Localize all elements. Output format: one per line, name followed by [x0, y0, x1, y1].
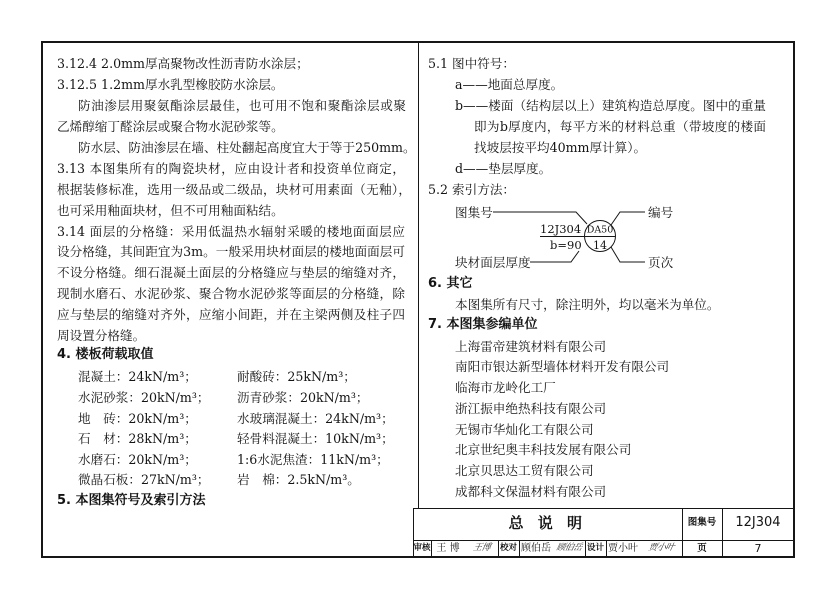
reviewer-signature: 王博 [472, 543, 492, 553]
index-detail-number: DA50 [586, 224, 614, 236]
load-value: 1:6水泥焦渣：11kN/m³； [237, 452, 389, 467]
title-block-border-top [413, 508, 794, 509]
thickness-leader-line [530, 251, 579, 262]
load-value: 地 砖：20kN/m³； [78, 411, 197, 426]
designer-name: 贾小叶 [608, 543, 638, 554]
contributor-unit: 南阳市银达新型墙体材料开发有限公司 [455, 359, 670, 374]
atlas-number: 12J304 [735, 515, 781, 530]
frame-border-right [793, 41, 795, 558]
symbol-definition-line: 找坡层按平均40mm厚计算）。 [474, 140, 647, 155]
load-value: 水磨石：20kN/m³； [78, 452, 197, 467]
frame-border-left [41, 41, 43, 558]
load-value: 混凝土：24kN/m³； [78, 369, 197, 384]
review-label: 审核 [413, 543, 431, 553]
detail-number-leader-line [611, 212, 645, 225]
body-text-line: 应与垫层的缩缝对齐外，应缩小间距，并在主梁两侧及柱子四 [57, 307, 405, 322]
reviewer-name: 王 博 [436, 543, 460, 554]
contributor-unit: 上海雷帝建筑材料有限公司 [455, 339, 607, 354]
drawing-title: 总 说 明 [508, 514, 587, 532]
load-value: 耐酸砖：25kN/m³； [237, 369, 356, 384]
body-text-line: 防油渗层用聚氨酯涂层最佳，也可用不饱和聚酯涂层或聚 [78, 98, 406, 113]
body-text-line: 3.12.4 2.0mm厚高聚物改性沥青防水涂层； [57, 56, 309, 71]
subsection-heading-symbols: 5.1 图中符号： [428, 56, 516, 71]
load-value: 水泥砂浆：20kN/m³； [78, 390, 210, 405]
contributor-unit: 临海市龙岭化工厂 [455, 380, 556, 395]
contributor-unit: 北京世纪奥丰科技发展有限公司 [455, 442, 632, 457]
symbol-definition-line: d——垫层厚度。 [455, 161, 552, 176]
atlas-number-label: 图集号 [455, 205, 493, 220]
contributor-unit: 无锡市华灿化工有限公司 [455, 422, 594, 437]
body-text-line: 根据装修标准，选用一级品或二级品，块材可用素面（无釉）， [57, 182, 411, 197]
load-value: 轻骨料混凝土：10kN/m³； [237, 431, 394, 446]
thickness-label: 块材面层厚度 [455, 255, 531, 270]
page-number-leader-line [611, 247, 645, 262]
body-text-line: 防水层、防油渗层在墙、柱处翻起高度宜大于等于250mm。 [78, 140, 416, 155]
symbol-definition-line: 即为b厚度内，每平方米的材料总重（带坡度的楼面 [474, 119, 766, 134]
body-text-line: 周设置分格缝。 [57, 328, 146, 343]
index-thickness-value: b=90 [550, 238, 582, 252]
contributor-unit: 浙江振申绝热科技有限公司 [455, 401, 607, 416]
column-divider [418, 42, 419, 508]
designer-signature: 贾小叶 [647, 543, 675, 553]
symbol-definition-line: b——楼面（结构层以上）建筑构造总厚度。图中的重量 [455, 98, 766, 113]
body-text-line: 现制水磨石、水泥砂浆、聚合物水泥砂浆等面层的分格缝，除 [57, 286, 405, 301]
body-text-line: 本图集所有尺寸，除注明外，均以毫米为单位。 [455, 297, 720, 312]
atlas-number-label: 图集号 [687, 517, 717, 528]
symbol-definition-line: a——地面总厚度。 [455, 77, 564, 92]
page-number: 7 [754, 542, 762, 555]
checker-signature: 顾伯岳 [555, 543, 583, 553]
load-value: 微晶石板：27kN/m³； [78, 472, 210, 487]
load-value: 石 材：28kN/m³； [78, 431, 197, 446]
index-symbol-diagram [440, 200, 680, 276]
body-text-line: 3.14 面层的分格缝：采用低温热水辐射采暖的楼地面面层应 [57, 224, 405, 239]
page-label: 页 [697, 543, 707, 554]
section-heading-other: 6. 其它 [428, 276, 473, 291]
section-heading-loads: 4. 楼板荷载取值 [57, 347, 154, 362]
body-text-line: 设分格缝，其间距宜为3m。一般采用块材面层的楼地面面层可 [57, 244, 405, 259]
load-value: 沥青砂浆：20kN/m³； [237, 390, 369, 405]
contributor-unit: 北京贝思达工贸有限公司 [455, 463, 594, 478]
detail-number-label: 编号 [648, 205, 674, 220]
checker-name: 顾伯岳 [521, 543, 551, 554]
contributor-unit: 成都科文保温材料有限公司 [455, 484, 607, 499]
design-label: 设计 [586, 543, 604, 553]
body-text-line: 也可采用釉面块材，但不可用釉面粘结。 [57, 203, 284, 218]
section-heading-symbols: 5. 本图集符号及索引方法 [57, 493, 206, 508]
check-label: 校对 [499, 543, 517, 553]
body-text-line: 乙烯醇缩丁醛涂层或聚合物水泥砂浆等。 [57, 119, 284, 134]
load-value: 岩 棉：2.5kN/m³。 [237, 472, 360, 487]
body-text-line: 3.13 本图集所有的陶瓷块材，应由设计者和投资单位商定， [57, 161, 405, 176]
index-page-number: 14 [593, 239, 607, 252]
subsection-heading-index: 5.2 索引方法： [428, 182, 516, 197]
body-text-line: 3.12.5 1.2mm厚水乳型橡胶防水涂层。 [57, 77, 284, 92]
index-atlas-number: 12J304 [540, 222, 582, 236]
section-heading-contributors: 7. 本图集参编单位 [428, 317, 538, 332]
page-number-label: 页次 [648, 255, 674, 270]
body-text-line: 不设分格缝。细石混凝土面层的分格缝应与垫层的缩缝对齐， [57, 265, 405, 280]
load-value: 水玻璃混凝土：24kN/m³； [237, 411, 394, 426]
